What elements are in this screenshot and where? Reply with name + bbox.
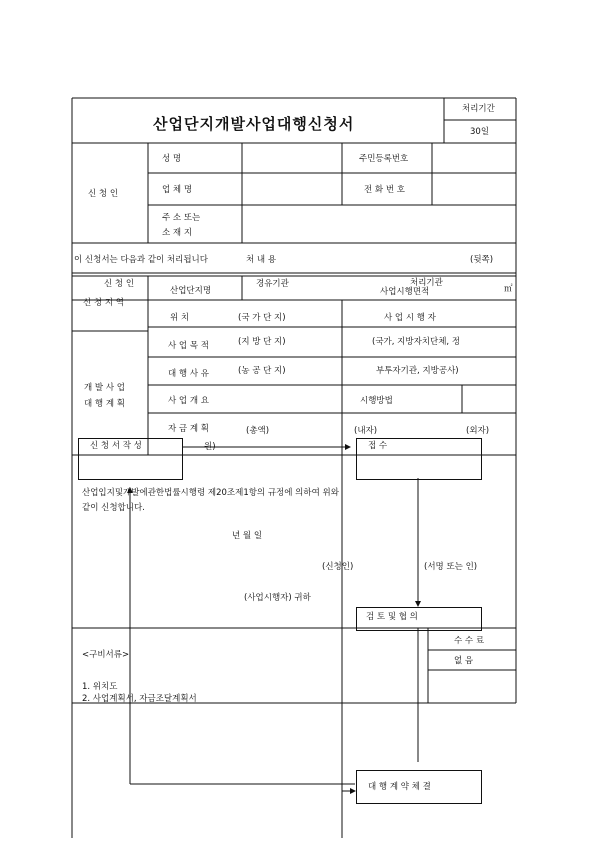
processing-period-value: 30일 [470, 127, 490, 137]
won-unit: 원) [204, 442, 216, 452]
domestic-label: (내자) [354, 426, 378, 436]
fee-label: 수 수 료 [454, 636, 485, 646]
flow-step-contract: 대 행 계 약 체 결 [368, 782, 431, 792]
area-section-label: 신 청 지 역 [83, 298, 124, 308]
local-complex-label: (지 방 단 지) [238, 337, 286, 347]
fee-value: 없 음 [454, 656, 474, 666]
sign-label: (서명 또는 인) [424, 562, 478, 572]
national-complex-label: (국 가 단 지) [238, 313, 286, 323]
executor-type-2: 부투자기관, 지방공사) [376, 366, 459, 376]
flow-step-review: 검 토 및 협 의 [366, 612, 418, 622]
document-item-1: 1. 위치도 [82, 682, 118, 692]
project-area-label: 사업시행면적 [380, 287, 430, 297]
sqm-unit: ㎡ [504, 284, 513, 294]
complex-name-label: 산업단지명 [170, 286, 212, 296]
form-title: 산업단지개발사업대행신청서 [153, 115, 355, 133]
address-label-2: 소 재 지 [162, 228, 193, 238]
purpose-label: 사 업 목 적 [168, 341, 209, 351]
agro-complex-label: (농 공 단 지) [238, 366, 286, 376]
project-executor-label: 사 업 시 행 자 [384, 313, 436, 323]
name-label: 성 명 [162, 154, 182, 164]
overview-label: 사 업 개 요 [168, 396, 209, 406]
plan-section-label-1: 개 발 사 업 [84, 383, 125, 393]
processing-period-label: 처리기간 [462, 104, 495, 114]
notice-text: 이 신청서는 다음과 같이 처리됩니다 [74, 255, 208, 265]
via-org-label: 경유기관 [256, 279, 289, 289]
flow-step-receive: 접 수 [368, 441, 388, 451]
total-label: (총액) [246, 426, 270, 436]
location-label: 위 치 [170, 313, 190, 323]
resident-no-label: 주민등록번호 [359, 154, 409, 164]
declaration-line-1: 산업입지및개발에관한법률시행령 제20조제1항의 규정에 의하여 위와 [82, 488, 339, 498]
declaration-line-2: 같이 신청합니다. [82, 503, 145, 513]
applicant-section-label: 신 청 인 [88, 189, 119, 199]
applicant-overlap-label: 신 청 인 [104, 279, 135, 289]
declaration-applicant-label: (신청인) [322, 562, 354, 572]
flow-step-write: 신 청 서 작 성 [90, 441, 142, 451]
company-label: 업 체 명 [162, 185, 193, 195]
fund-label: 자 금 계 획 [168, 424, 209, 434]
foreign-label: (외자) [466, 426, 490, 436]
executor-type-1: (국가, 지방자치단체, 정 [372, 337, 461, 347]
address-label-1: 주 소 또는 [162, 213, 201, 223]
date-label: 년 월 일 [232, 531, 263, 541]
processing-org-label: 처리기관 [410, 278, 443, 288]
method-label: 시행방법 [360, 396, 393, 406]
document-item-2: 2. 사업계획서, 자금조달계획서 [82, 694, 197, 704]
back-side-label: (뒷쪽) [470, 255, 494, 265]
documents-header: <구비서류> [82, 650, 130, 660]
phone-label: 전 화 번 호 [364, 185, 405, 195]
recipient-label: (사업시행자) 귀하 [244, 593, 311, 603]
reason-label: 대 행 사 유 [168, 369, 209, 379]
plan-section-label-2: 대 행 계 획 [84, 399, 125, 409]
flow-header: 처 내 용 [246, 255, 277, 265]
